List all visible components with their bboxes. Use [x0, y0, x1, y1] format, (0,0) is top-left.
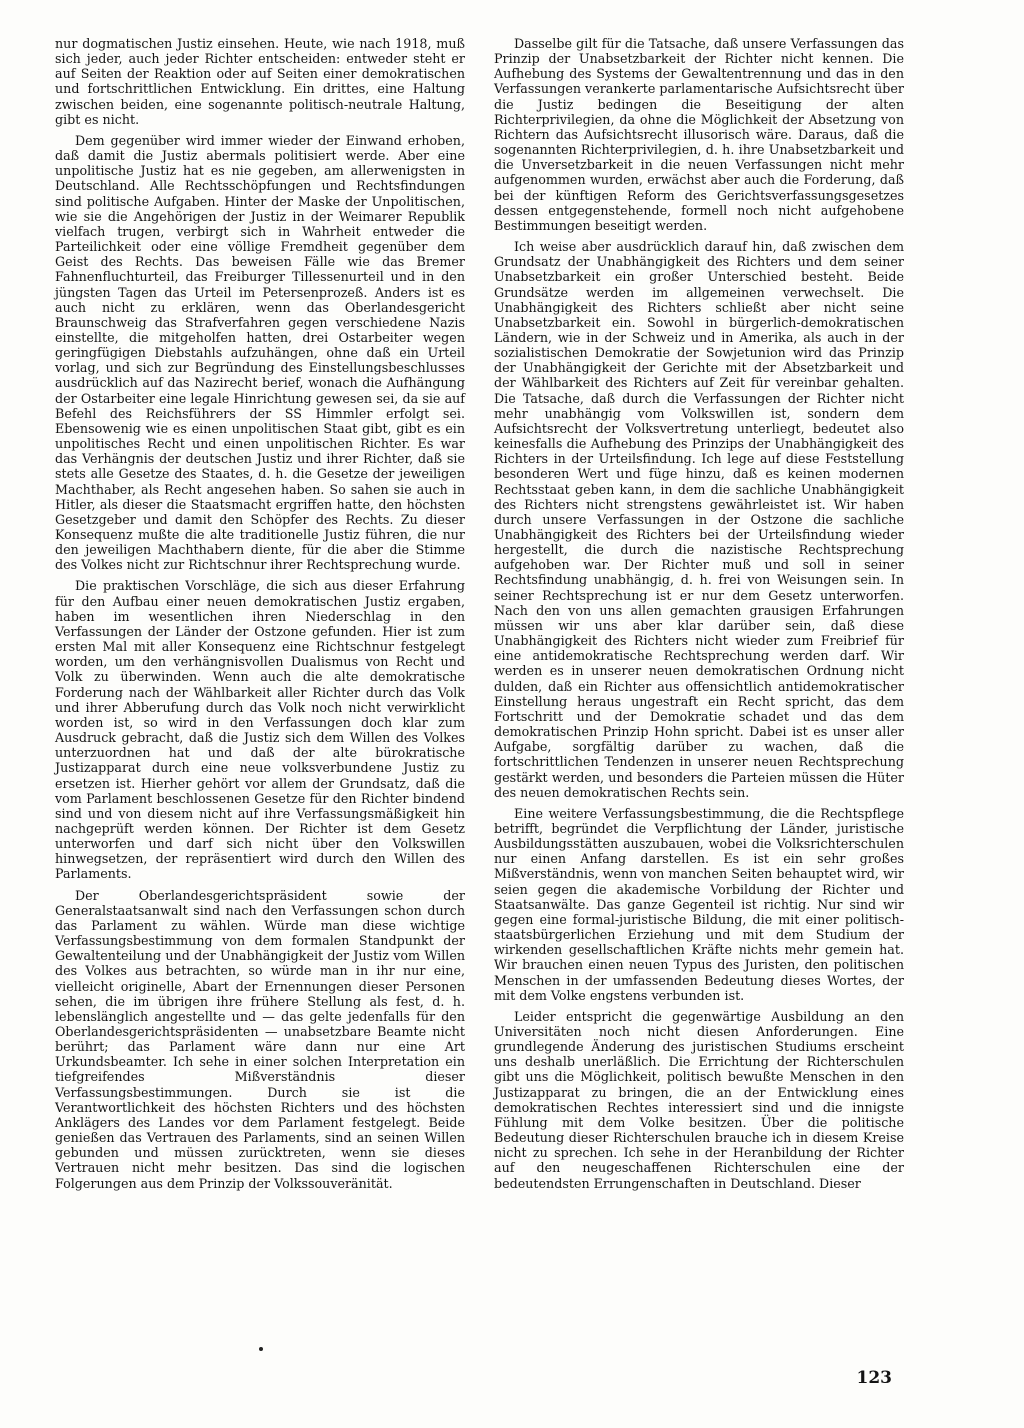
- paragraph: nur dogmatischen Justiz einsehen. Heute, wie nach 1918, muß sich jeder, auch jeder Richter entscheiden: entweder steht er auf Seiten der Reaktion oder auf Seiten einer demokratischen und fortschrittlichen Entwicklung. Ein drittes, eine Haltung zwischen beiden, eine sogenannte politisch-neutrale Haltung, gibt es nicht.: [55, 36, 465, 127]
- paragraph: Dem gegenüber wird immer wieder der Einwand erhoben, daß damit die Justiz abermals politisiert werde. Aber eine unpolitische Justiz hat es nie gegeben, am allerwenigsten in Deutschland. Alle Rechtsschöpfungen und Rechtsfindungen sind politische Aufgaben. Hinter der Maske der Unpolitischen, wie sie die Angehörigen der Justiz in der Weimarer Republik vielfach trugen, verbirgt sich in Wahrheit entweder die Parteilichkeit oder eine völlige Fremdheit gegenüber dem Geist des Rechts. Das beweisen Fälle wie das Bremer Fahnenfluchturteil, das Freiburger Tillessenurteil und in den jüngsten Tagen das Urteil im Petersenprozeß. Anders ist es auch nicht zu erklären, wenn das Oberlandesgericht Braunschweig das Strafverfahren gegen verschiedene Nazis einstellte, die mitgeholfen hatten, drei Ostarbeiter wegen geringfügigen Diebstahls aufzuhängen, ohne daß ein Urteil vorlag, und sich zur Begründung des Einstellungsbeschlusses ausdrücklich auf das Nazirecht berief, wonach die Aufhängung der Ostarbeiter eine legale Hinrichtung gewesen sei, da sie auf Befehl des Reichsführers der SS Himmler erfolgt sei. Ebensowenig wie es einen unpolitischen Staat gibt, gibt es ein unpolitisches Recht und einen unpolitischen Richter. Es war das Verhängnis der deutschen Justiz und ihrer Richter, daß sie stets alle Gesetze des Staates, d. h. die Gesetze der jeweiligen Machthaber, als Recht angesehen haben. So sahen sie auch in Hitler, als dieser die Staatsmacht ergriffen hatte, den höchsten Gesetzgeber und damit den Schöpfer des Rechts. Zu dieser Konsequenz mußte die alte traditionelle Justiz führen, die nur den jeweiligen Machthabern diente, für die aber die Stimme des Volkes nicht zur Richtschnur ihrer Rechtsprechung wurde.: [55, 132, 465, 573]
- paragraph: Eine weitere Verfassungsbestimmung, die die Rechtspflege betrifft, begründet die Verpflichtung der Länder, juristische Ausbildungsstätten auszubauen, wobei die Volksrichterschulen nur einen Anfang darstellen. Es ist ein sehr großes Mißverständnis, wenn von manchen Seiten behauptet wird, wir seien gegen die akademische Vorbildung der Richter und Staatsanwälte. Das ganze Gegenteil ist richtig. Nur sind wir gegen eine formal-juristische Bildung, die mit einer politisch-staatsbürgerlichen Erziehung und mit dem Studium der wirkenden gesellschaftlichen Kräfte nichts mehr gemein hat. Wir brauchen einen neuen Typus des Juristen, den politischen Menschen in der umfassenden Bedeutung dieses Wortes, der mit dem Volke engstens verbunden ist.: [494, 805, 904, 1003]
- ink-dot-mark: [259, 1347, 263, 1351]
- page-number: 123: [856, 1368, 892, 1388]
- paragraph: Der Oberlandesgerichtspräsident sowie der Generalstaatsanwalt sind nach den Verfassungen schon durch das Parlament zu wählen. Würde man diese wichtige Verfassungsbestimmung von dem formalen Standpunkt der Gewaltenteilung und der Unabhängigkeit der Justiz vom Willen des Volkes aus betrachten, so würde man in ihr nur eine, vielleicht originelle, Abart der Ernennungen dieser Personen sehen, die im übrigen ihre frühere Stellung als fest, d. h. lebenslänglich angestellte und — das gelte jedenfalls für den Oberlandesgerichtspräsidenten — unabsetzbare Beamte nicht berührt; das Parlament wäre dann nur eine Art Urkundsbeamter. Ich sehe in einer solchen Interpretation ein tiefgreifendes Mißverständnis dieser Verfassungsbestimmungen. Durch sie ist die Verantwortlichkeit des höchsten Richters und des höchsten Anklägers des Landes vor dem Parlament festgelegt. Beide genießen das Vertrauen des Parlaments, sind an seinen Willen gebunden und müssen zurücktreten, wenn sie dieses Vertrauen nicht mehr besitzen. Das sind die logischen Folgerungen aus dem Prinzip der Volkssouveränität.: [55, 887, 465, 1191]
- paragraph: Die praktischen Vorschläge, die sich aus dieser Erfahrung für den Aufbau einer neuen demokratischen Justiz ergaben, haben im wesentlichen ihren Niederschlag in den Verfassungen der Länder der Ostzone gefunden. Hier ist zum ersten Mal mit aller Konsequenz eine Richtschnur festgelegt worden, um den verhängnisvollen Dualismus von Recht und Volk zu überwinden. Wenn auch die alte demokratische Forderung nach der Wählbarkeit aller Richter durch das Volk und ihrer Abberufung durch das Volk noch nicht verwirklicht worden ist, so wird in den Verfassungen doch klar zum Ausdruck gebracht, daß die Justiz sich dem Willen des Volkes unterzuordnen hat und daß der alte bürokratische Justizapparat durch eine neue volksverbundene Justiz zu ersetzen ist. Hierher gehört vor allem der Grundsatz, daß die vom Parlament beschlossenen Gesetze für den Richter bindend sind und von diesem nicht auf ihre Verfassungsmäßigkeit hin nachgeprüft werden können. Der Richter ist dem Gesetz unterworfen und darf sich nicht über den Volkswillen hinwegsetzen, der repräsentiert wird durch den Willen des Parlaments.: [55, 578, 465, 882]
- paragraph: Ich weise aber ausdrücklich darauf hin, daß zwischen dem Grundsatz der Unabhängigkeit des Richters und dem seiner Unabsetzbarkeit ein großer Unterschied besteht. Beide Grundsätze werden im allgemeinen verwechselt. Die Unabhängigkeit des Richters schließt aber nicht seine Unabsetzbarkeit ein. Sowohl in bürgerlich-demokratischen Ländern, wie in der Schweiz und in Amerika, als auch in der sozialistischen Demokratie der Sowjetunion wird das Prinzip der Unabhängigkeit der Gerichte mit der Absetzbarkeit und der Wählbarkeit des Richters auf Zeit für vereinbar gehalten. Die Tatsache, daß durch die Verfassungen der Richter nicht mehr unabhängig vom Volkswillen ist, sondern dem Aufsichtsrecht der Volksvertretung unterliegt, bedeutet also keinesfalls die Aufhebung des Prinzips der Unabhängigkeit des Richters in der Urteilsfindung. Ich lege auf diese Feststellung besonderen Wert und füge hinzu, daß es keinen modernen Rechtsstaat geben kann, in dem die sachliche Unabhängigkeit des Richters nicht strengstens gewährleistet ist. Wir haben durch unsere Verfassungen in der Ostzone die sachliche Unabhängigkeit des Richters bei der Urteilsfindung wieder hergestellt, die durch die nazistische Rechtsprechung aufgehoben war. Der Richter muß und soll in seiner Rechtsfindung unabhängig, d. h. frei von Weisungen sein. In seiner Rechtsprechung ist er nur dem Gesetz unterworfen. Nach den von uns allen gemachten grausigen Erfahrungen müssen wir uns aber klar darüber sein, daß diese Unabhängigkeit des Richters nicht wieder zum Freibrief für eine antidemokratische Rechtsprechung werden darf. Wir werden es in unserer neuen demokratischen Ordnung nicht dulden, daß ein Richter aus offensichtlich antidemokratischer Einstellung heraus ungestraft ein Recht spricht, das dem Fortschritt und der Demokratie schadet und das dem demokratischen Prinzip Hohn spricht. Dabei ist es unser aller Aufgabe, sorgfältig darüber zu wachen, daß die fortschrittlichen Tendenzen in unserer neuen Rechtsprechung gestärkt werden, und besonders die Parteien müssen die Hüter des neuen demokratischen Rechts sein.: [494, 239, 904, 800]
- left-text-column: [55, 36, 465, 1197]
- paragraph: Dasselbe gilt für die Tatsache, daß unsere Verfassungen das Prinzip der Unabsetzbarkeit der Richter nicht kennen. Die Aufhebung des Systems der Gewaltentrennung und das in den Verfassungen verankerte parlamentarische Aufsichtsrecht über die Justiz bedingen die Beseitigung der alten Richterprivilegien, da ohne die Möglichkeit der Absetzung von Richtern das Aufsichtsrecht illusorisch wäre. Daraus, daß die sogenannten Richterprivilegien, d. h. ihre Unabsetzbarkeit und die Unversetzbarkeit in die neuen Verfassungen nicht mehr aufgenommen wurden, erwächst aber auch die Forderung, daß bei der künftigen Reform des Gerichtsverfassungsgesetzes dessen entgegenstehende, formell noch nicht aufgehobene Bestimmungen beseitigt werden.: [494, 36, 904, 233]
- right-text-column: [494, 36, 904, 1197]
- paragraph: Leider entspricht die gegenwärtige Ausbildung an den Universitäten noch nicht diesen Anforderungen. Eine grundlegende Änderung des juristischen Studiums erscheint uns deshalb unerläßlich. Die Errichtung der Richterschulen gibt uns die Möglichkeit, politisch bewußte Menschen in den Justizapparat zu bringen, die an der Entwicklung eines demokratischen Rechtes interessiert sind und die innigste Fühlung mit dem Volke besitzen. Über die politische Bedeutung dieser Richterschulen brauche ich in diesem Kreise nicht zu sprechen. Ich sehe in der Heranbildung der Richter auf den neugeschaffenen Richterschulen eine der bedeutendsten Errungenschaften in Deutschland. Dieser: [494, 1008, 904, 1191]
